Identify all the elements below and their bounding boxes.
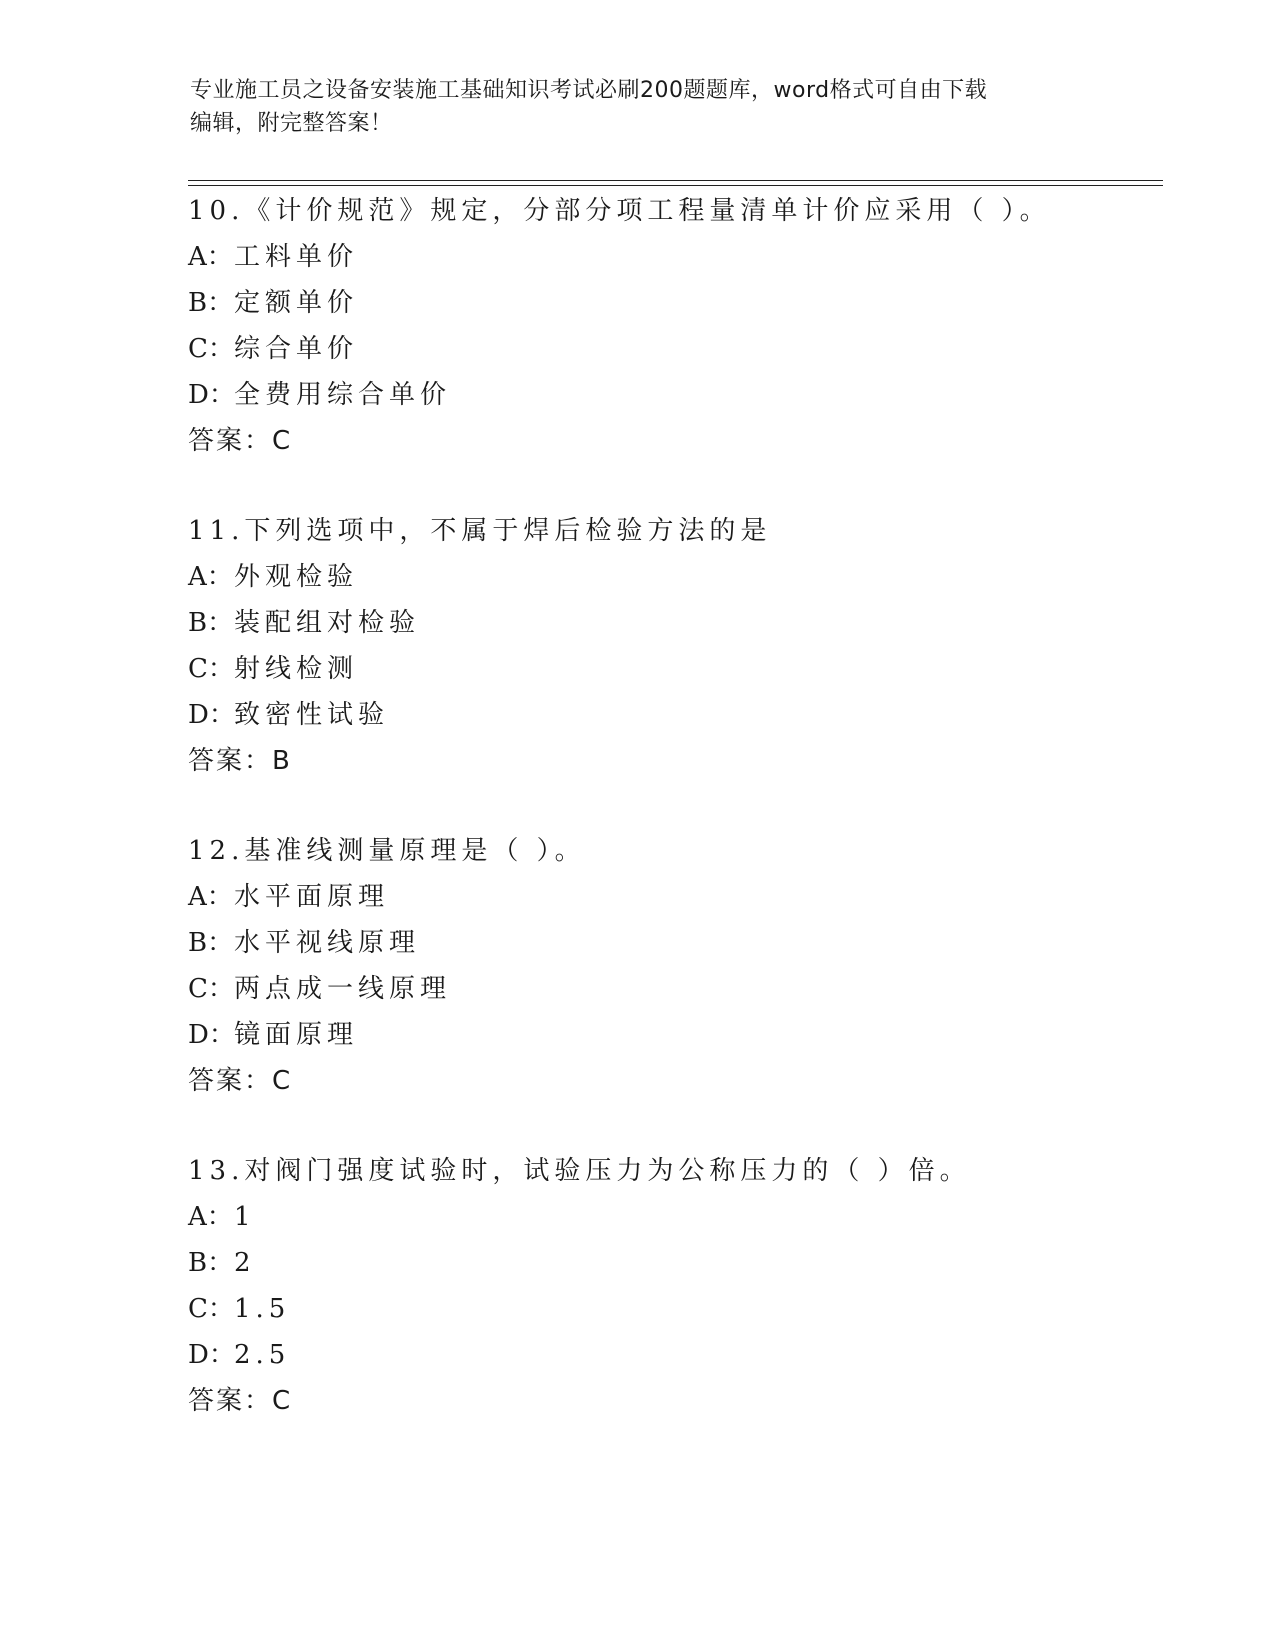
header-divider-top xyxy=(188,180,1163,181)
option-letter: A： xyxy=(188,1202,233,1232)
option-d xyxy=(188,1012,1168,1058)
option-d xyxy=(188,692,1168,738)
option-b xyxy=(188,600,1168,646)
option-a xyxy=(188,554,1168,600)
option-text: 工料单价 xyxy=(234,242,359,272)
option-d xyxy=(188,1332,1168,1378)
option-c xyxy=(188,1286,1168,1332)
option-text: 装配组对检验 xyxy=(234,608,421,638)
option-letter: B： xyxy=(188,1248,234,1278)
option-letter: A： xyxy=(188,882,233,912)
option-c xyxy=(188,326,1168,372)
option-text: 2 xyxy=(234,1248,256,1278)
answer-line: 答案：C xyxy=(188,426,293,456)
option-letter: B： xyxy=(188,608,234,638)
option-b xyxy=(188,280,1168,326)
option-letter: A： xyxy=(188,562,233,592)
option-a xyxy=(188,234,1168,280)
option-letter: D： xyxy=(188,380,235,410)
option-letter: D： xyxy=(188,1340,235,1370)
option-b xyxy=(188,1240,1168,1286)
option-a xyxy=(188,1194,1168,1240)
option-text: 综合单价 xyxy=(234,334,359,364)
option-text: 镜面原理 xyxy=(234,1020,359,1050)
question-stem: 12.基准线测量原理是（ ）。 xyxy=(188,836,586,866)
document-header xyxy=(190,74,1090,140)
option-text: 致密性试验 xyxy=(234,700,390,730)
option-text: 1.5 xyxy=(234,1294,291,1324)
question-stem: 10.《计价规范》规定，分部分项工程量清单计价应采用（ ）。 xyxy=(188,196,1051,226)
option-letter: C： xyxy=(188,654,234,684)
option-b xyxy=(188,920,1168,966)
header-divider-bottom xyxy=(188,185,1163,186)
option-letter: B： xyxy=(188,928,234,958)
option-letter: C： xyxy=(188,334,234,364)
option-a xyxy=(188,874,1168,920)
option-text: 定额单价 xyxy=(234,288,359,318)
option-text: 1 xyxy=(234,1202,256,1232)
option-letter: D： xyxy=(188,700,235,730)
option-text: 水平视线原理 xyxy=(234,928,421,958)
header-line-2: 编辑，附完整答案！ xyxy=(190,111,393,136)
option-text: 2.5 xyxy=(234,1340,291,1370)
option-text: 射线检测 xyxy=(234,654,359,684)
question-list xyxy=(188,188,1168,1468)
option-c xyxy=(188,646,1168,692)
option-letter: B： xyxy=(188,288,234,318)
question-stem: 13.对阀门强度试验时，试验压力为公称压力的（ ）倍。 xyxy=(188,1156,971,1186)
question-13 xyxy=(188,1148,1168,1468)
answer-line: 答案：C xyxy=(188,1386,293,1416)
question-10 xyxy=(188,188,1168,508)
header-line-1: 专业施工员之设备安装施工基础知识考试必刷200题题库，word格式可自由下载 xyxy=(190,78,988,103)
question-12 xyxy=(188,828,1168,1148)
option-text: 外观检验 xyxy=(234,562,359,592)
option-text: 水平面原理 xyxy=(234,882,390,912)
answer-line: 答案：C xyxy=(188,1066,293,1096)
answer-line: 答案：B xyxy=(188,746,292,776)
option-letter: D： xyxy=(188,1020,235,1050)
option-c xyxy=(188,966,1168,1012)
option-letter: C： xyxy=(188,974,234,1004)
option-letter: A： xyxy=(188,242,233,272)
option-text: 全费用综合单价 xyxy=(234,380,452,410)
option-d xyxy=(188,372,1168,418)
option-text: 两点成一线原理 xyxy=(234,974,452,1004)
question-stem: 11.下列选项中，不属于焊后检验方法的是 xyxy=(188,516,772,546)
option-letter: C： xyxy=(188,1294,234,1324)
question-11 xyxy=(188,508,1168,828)
